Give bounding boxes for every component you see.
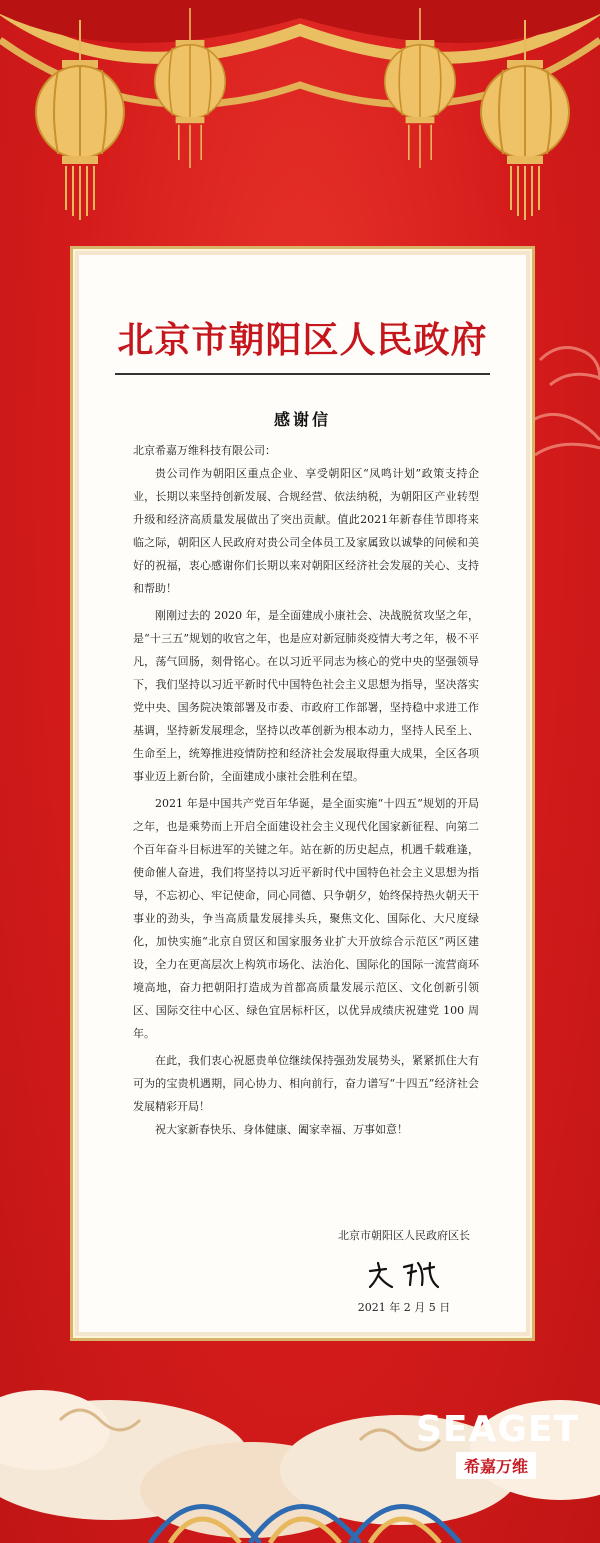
letter-paragraph: 在此，我们衷心祝愿贵单位继续保持强劲发展势头，紧紧抓住大有可为的宝贵机遇期，同心协力、相向前行，奋力谱写“十四五”经济社会发展精彩开局！	[133, 1054, 479, 1113]
letter-paragraph: 贵公司作为朝阳区重点企业、享受朝阳区“凤鸣计划”政策支持企业，长期以来坚持创新发展、合规经营、依法纳税，为朝阳区产业转型升级和经济高质量发展做出了突出贡献。值此2021年新春佳节即将来临之际，朝阳区人民政府对贵公司全体员工及家属致以诚挚的问候和美好的祝福，衷心感谢你们长期以来对朝阳区经济社会发展的关心、支持和帮助！	[133, 467, 479, 595]
letter-salutation: 北京希嘉万维科技有限公司：	[133, 444, 276, 457]
letter-closing: 祝大家新春快乐、身体健康、阖家幸福、万事如意！	[155, 1123, 408, 1136]
handwritten-signature	[364, 1257, 444, 1293]
letterhead-organization: 北京市朝阳区人民政府	[117, 319, 488, 361]
letter-paper	[70, 246, 535, 1341]
letter-paragraph: 刚刚过去的 2020 年，是全面建成小康社会、决战脱贫攻坚之年，是“十三五”规划的收官之年，也是应对新冠肺炎疫情大考之年，极不平凡，荡气回肠，刻骨铭心。在以习近平同志为核心的党中央的坚强领导下，我们坚持以习近平新时代中国特色社会主义思想为指导，坚决落实党中央、国务院决策部署及市委、市政府工作部署，坚持稳中求进工作基调，坚持新发展理念，坚持以改革创新为根本动力，坚持人民至上、生命至上，统筹推进疫情防控和经济社会发展取得重大成果，全区各项事业迈上新台阶，全面建成小康社会胜利在望。	[133, 609, 479, 783]
logo-chinese-name: 希嘉万维	[456, 1452, 536, 1479]
top-drape	[0, 0, 600, 43]
brand-logo	[416, 1409, 580, 1488]
logo-wordmark: SEAGET	[416, 1409, 580, 1450]
letter-title: 感谢信	[273, 410, 331, 429]
signature-block	[338, 1227, 470, 1315]
letter-paragraph: 2021 年是中国共产党百年华诞，是全面实施“十四五”规划的开局之年，也是乘势而上开启全面建设社会主义现代化国家新征程、向第二个百年奋斗目标进军的关键之年。站在新的历史起点，机遇千载难逢，使命催人奋进，我们将坚持以习近平新时代中国特色社会主义思想为指导，不忘初心、牢记使命，同心同德、只争朝夕，始终保持热火朝天干事业的劲头，争当高质量发展排头兵，聚焦文化、国际化、大尺度绿化，加快实施“北京自贸区和国家服务业扩大开放综合示范区”两区建设，全力在更高层次上构筑市场化、法治化、国际化的国际一流营商环境高地，奋力把朝阳打造成为首都高质量发展示范区、文化创新引领区、国际交往中心区、绿色宜居标杆区，以优异成绩庆祝建党 100 周年。	[133, 797, 479, 1040]
letterhead-divider	[115, 373, 490, 375]
letter-date: 2021 年 2 月 5 日	[357, 1301, 451, 1314]
letter-body	[133, 439, 479, 1141]
signatory-title: 北京市朝阳区人民政府区长	[338, 1229, 470, 1242]
